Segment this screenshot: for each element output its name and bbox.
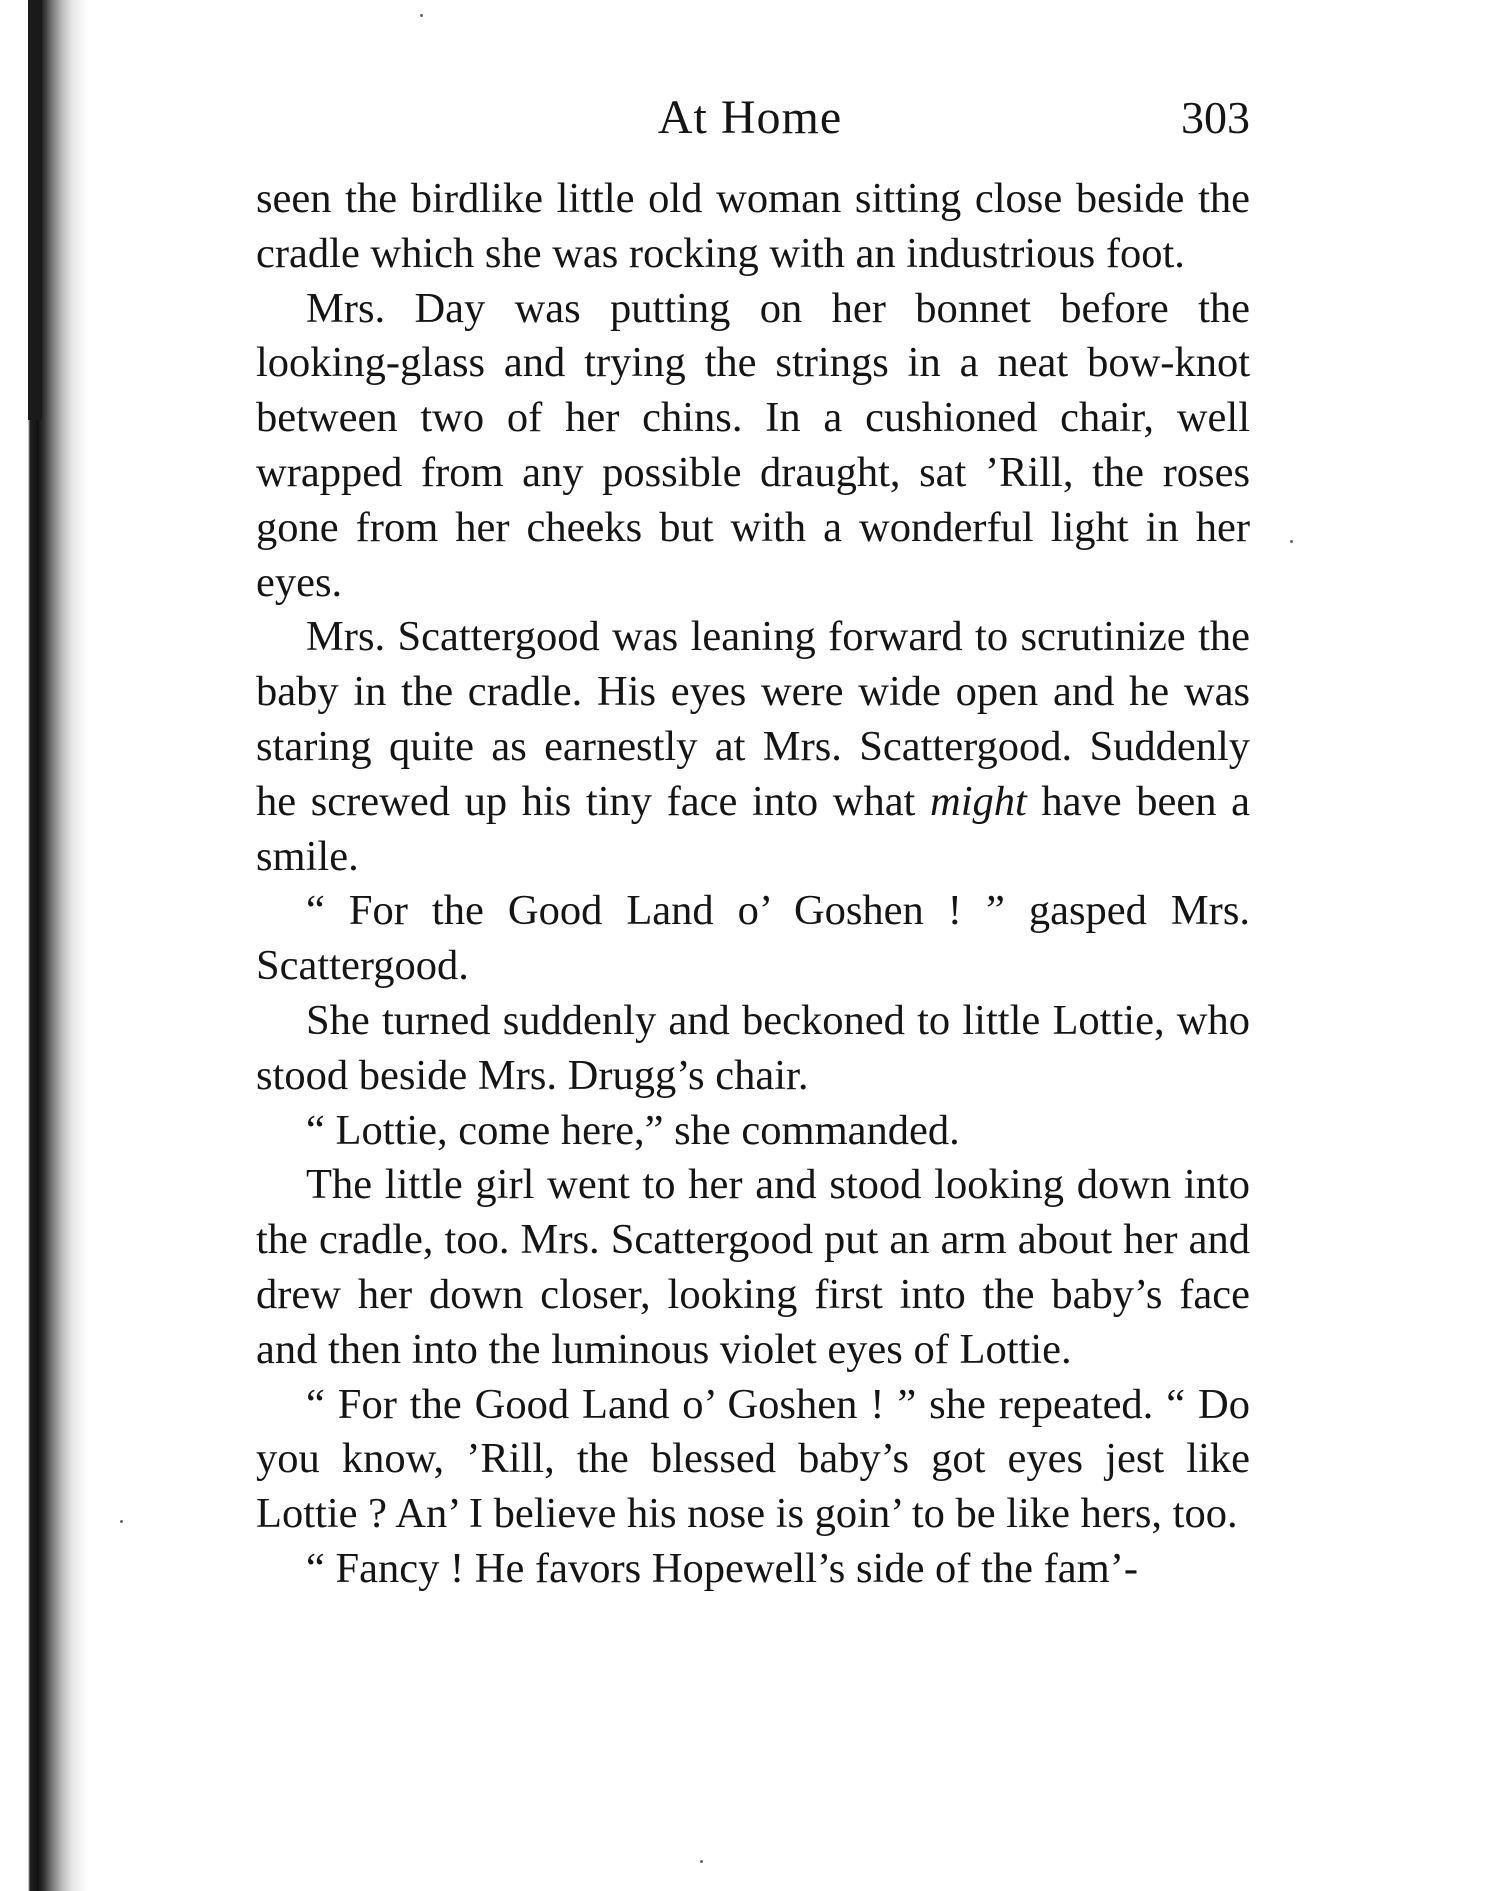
scan-speck (1290, 540, 1293, 543)
paragraph-8: “ For the Good Land o’ Goshen ! ” she repeated. “ Do you know, ’Rill, the blessed baby’s got eyes jest like Lottie ? An’ I believe his nose is goin’ to be like hers, too. (256, 1380, 1250, 1538)
paragraph-3-after: have been a smile. (256, 777, 1250, 880)
paragraph-1: seen the birdlike little old woman sitting close beside the cradle which she was rocking with an industrious foot. (256, 175, 1250, 277)
paragraph-9: “ Fancy ! He favors Hopewell’s side of the fam’- (306, 1544, 1139, 1592)
body-text (256, 172, 1250, 1597)
scan-speck (120, 1520, 123, 1523)
paragraph-2: Mrs. Day was putting on her bonnet before the looking-glass and trying the strings in a neat bow-knot between two of her chins. In a cushioned chair, well wrapped from any possible draught, sat ’Rill, the roses gone from her cheeks but with a wonderful light in her eyes. (256, 284, 1250, 606)
running-title: At Home (657, 91, 843, 144)
paragraph-5: She turned suddenly and beckoned to little Lottie, who stood beside Mrs. Drugg’s chair. (256, 996, 1250, 1099)
paragraph-3-before: Mrs. Scattergood was leaning forward to scrutinize the baby in the cradle. His eyes were wide open and he was staring quite as earnestly at Mrs. Scattergood. Suddenly he screwed up his tiny face into what (256, 613, 1250, 825)
paragraph-4: “ For the Good Land o’ Goshen ! ” gasped Mrs. Scattergood. (256, 887, 1250, 990)
scan-speck (420, 14, 423, 17)
binding-edge (28, 0, 42, 420)
page-header (250, 88, 1250, 148)
paragraph-6: “ Lottie, come here,” she commanded. (306, 1106, 960, 1154)
binding-shadow (0, 0, 90, 1891)
paragraph-7: The little girl went to her and stood looking down into the cradle, too. Mrs. Scattergood put an arm about her and drew her down closer, looking first into the baby’s face and then into the luminous violet eyes of Lottie. (256, 1161, 1250, 1373)
paragraph-3 (256, 610, 1250, 884)
paragraph-3-emphasis: might (930, 777, 1027, 825)
scan-speck (700, 1860, 703, 1863)
page-number: 303 (1181, 92, 1250, 143)
